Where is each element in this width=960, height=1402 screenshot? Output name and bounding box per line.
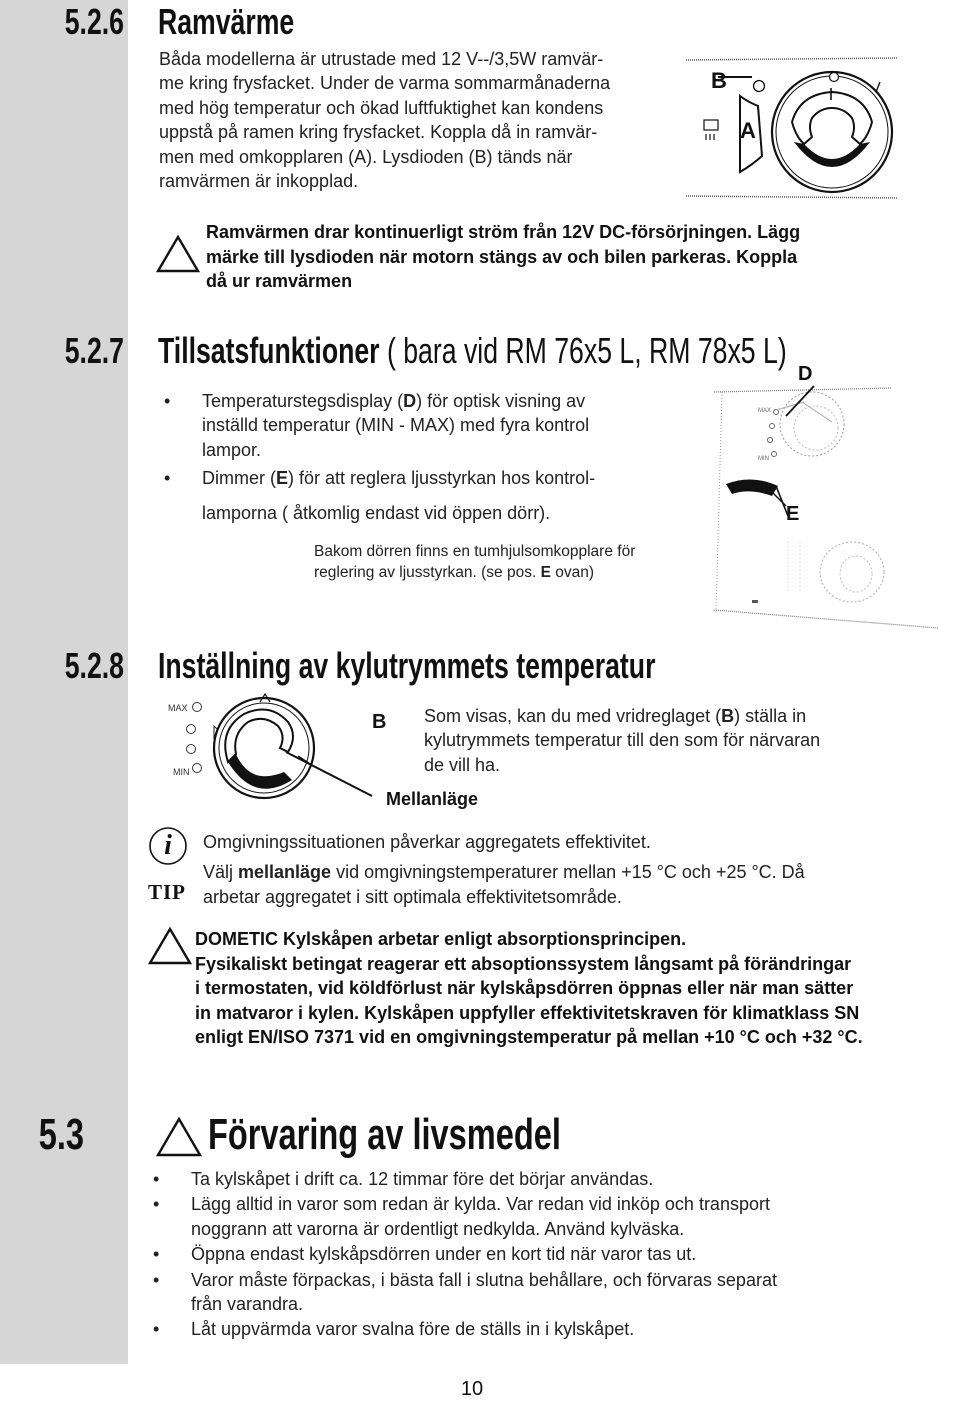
section-number-5-2-6: 5.2.6 xyxy=(64,1,124,42)
dial-max-label: MAX xyxy=(168,703,188,713)
text: Temperaturstegsdisplay ( xyxy=(202,391,404,411)
body-line: men med omkopplaren (A). Lysdioden (B) tänds när xyxy=(159,146,573,167)
text: Lägg alltid in varor som redan är kylda. Var redan vid inköp och transport xyxy=(191,1194,770,1215)
warning-line: Ramvärmen drar kontinuerligt ström från 12V DC-försörjningen. Lägg xyxy=(206,222,801,242)
warning-icon xyxy=(156,234,200,274)
extra-functions-list xyxy=(164,389,704,526)
body-line: me kring frysfacket. Under de varma sommarmånaderna xyxy=(159,73,611,94)
dimmer-note xyxy=(314,541,694,583)
text: noggrann att varorna är ordentligt nedkylda. Använd kylväska. xyxy=(191,1218,685,1239)
temperature-display-illustration xyxy=(712,382,940,630)
list-item: • Dimmer (E) för att reglera ljusstyrkan hos kontrol- lamporna ( åtkomlig endast vid öppen dörr). xyxy=(164,466,704,525)
list-item: • Varor måste förpackas, i bästa fall i slutna behållare, och förvaras separat från varandra. xyxy=(153,1268,913,1317)
text: vid omgivningstemperaturer mellan +15 °C och +25 °C. Då xyxy=(331,862,805,883)
ramvarme-warning-text xyxy=(206,220,926,294)
bold-text: mellanläge xyxy=(238,862,332,883)
text: Ta kylskåpet i drift ca. 12 timmar före det börjar användas. xyxy=(191,1169,654,1189)
absorption-warning-text xyxy=(195,927,960,1050)
section-number-5-3: 5.3 xyxy=(38,1110,84,1159)
text: Öppna endast kylskåpsdörren under en kort tid när varor tas ut. xyxy=(191,1244,697,1265)
dial-description xyxy=(424,704,924,777)
text: lamporna ( åtkomlig endast vid öppen dörr). xyxy=(202,502,551,523)
warning-icon xyxy=(156,1116,202,1158)
desc-line xyxy=(424,704,924,728)
ramvarme-body xyxy=(159,47,689,193)
key-letter: E xyxy=(276,468,289,489)
section-title-tillsatsfunktioner xyxy=(158,331,787,371)
body-line: uppstå på ramen kring frysfacket. Koppla då in ramvär- xyxy=(159,122,598,143)
page-number: 10 xyxy=(460,1378,484,1400)
body-line: Båda modellerna är utrustade med 12 V--/3,5W ramvär- xyxy=(159,49,604,69)
text: inställd temperatur (MIN - MAX) med fyra kontrol xyxy=(202,415,590,436)
label-a-switch: A xyxy=(740,118,756,143)
svg-text:MAX: MAX xyxy=(758,408,772,414)
warning-line: märke till lysdioden när motorn stängs av och bilen parkeras. Koppla xyxy=(206,246,798,267)
list-item: • Låt uppvärmda varor svalna före de ställs in i kylskåpet. xyxy=(153,1317,913,1341)
mellanlage-label: Mellanläge xyxy=(386,789,479,809)
warning-line: enligt EN/ISO 7371 vid en omgivningstemperatur på mellan +10 °C och +32 °C. xyxy=(195,1027,863,1048)
warning-line: då ur ramvärmen xyxy=(206,271,353,292)
label-b-led: B xyxy=(711,68,727,93)
text: Välj xyxy=(203,862,239,883)
text: reglering av ljusstyrkan. (se pos. xyxy=(314,564,541,581)
label-b-dial: B xyxy=(372,711,387,733)
desc-line: de vill ha. xyxy=(424,754,501,775)
title-subtitle: ( bara vid RM 76x5 L, RM 78x5 L) xyxy=(386,330,787,371)
section-title-ramvarme: Ramvärme xyxy=(158,1,295,42)
title-main: Tillsatsfunktioner xyxy=(158,330,380,371)
svg-text:MIN: MIN xyxy=(758,456,769,462)
info-line xyxy=(203,860,923,884)
warning-line: Fysikaliskt betingat reagerar ett absoptionssystem långsamt på förändringar xyxy=(195,953,852,974)
food-storage-list xyxy=(153,1167,913,1343)
thermostat-dial-illustration xyxy=(160,692,380,804)
info-text xyxy=(203,830,923,909)
section-number-5-2-8: 5.2.8 xyxy=(64,645,124,686)
dial-min-label: MIN xyxy=(173,767,190,777)
text: ovan) xyxy=(550,564,595,581)
text: Låt uppvärmda varor svalna före de ställs in i kylskåpet. xyxy=(191,1319,635,1340)
list-item: • Öppna endast kylskåpsdörren under en kort tid när varor tas ut. xyxy=(153,1242,913,1266)
info-line: Omgivningssituationen påverkar aggregatets effektivitet. xyxy=(203,832,651,852)
label-d-display: D xyxy=(798,363,813,385)
warning-line: in matvaror i kylen. Kylskåpen uppfyller effektivitetskraven för klimatklass SN xyxy=(195,1002,860,1023)
note-line xyxy=(314,562,694,583)
text: Som visas, kan du med vridreglaget ( xyxy=(424,706,722,726)
info-icon-glyph: i xyxy=(164,830,172,861)
text: ) ställa in xyxy=(734,706,807,726)
section-title-temperatur: Inställning av kylutrymmets temperatur xyxy=(158,645,656,686)
desc-line: kylutrymmets temperatur till den som för närvaran xyxy=(424,730,821,751)
body-line: ramvärmen är inkopplad. xyxy=(159,171,359,192)
key-letter: E xyxy=(540,564,551,581)
warning-line: i termostaten, vid köldförlust när kylskåpsdörren öppnas eller när man sätter xyxy=(195,978,854,999)
section-number-5-2-7: 5.2.7 xyxy=(64,330,124,371)
body-line: med hög temperatur och ökad luftfuktighet kan kondens xyxy=(159,97,604,118)
text: lampor. xyxy=(202,439,262,460)
key-letter: B xyxy=(721,706,735,726)
section-title-forvaring: Förvaring av livsmedel xyxy=(208,1110,561,1159)
list-item: • Temperaturstegsdisplay (D) för optisk visning av inställd temperatur (MIN - MAX) med fyra kontrol lampor. xyxy=(164,389,704,462)
label-e-dimmer: E xyxy=(786,503,800,525)
text: ) för optisk visning av xyxy=(416,391,586,411)
warning-line: DOMETIC Kylskåpen arbetar enligt absorptionsprincipen. xyxy=(195,929,687,949)
text: ) för att reglera ljusstyrkan hos kontrol- xyxy=(288,468,596,489)
note-line: Bakom dörren finns en tumhjulsomkopplare för xyxy=(314,543,636,560)
key-letter: D xyxy=(403,391,417,411)
list-item: • Lägg alltid in varor som redan är kylda. Var redan vid inköp och transport noggrann att varorna är ordentligt nedkylda. Använd kylväska. xyxy=(153,1192,913,1241)
text: Dimmer ( xyxy=(202,468,276,489)
tip-label: TIP xyxy=(148,880,187,904)
warning-icon xyxy=(148,926,192,966)
text: från varandra. xyxy=(191,1294,304,1315)
list-item: • Ta kylskåpet i drift ca. 12 timmar före det börjar användas. xyxy=(153,1167,913,1191)
info-line: arbetar aggregatet i sitt optimala effektivitetsområde. xyxy=(203,886,622,907)
text: Varor måste förpackas, i bästa fall i slutna behållare, och förvaras separat xyxy=(191,1269,777,1290)
